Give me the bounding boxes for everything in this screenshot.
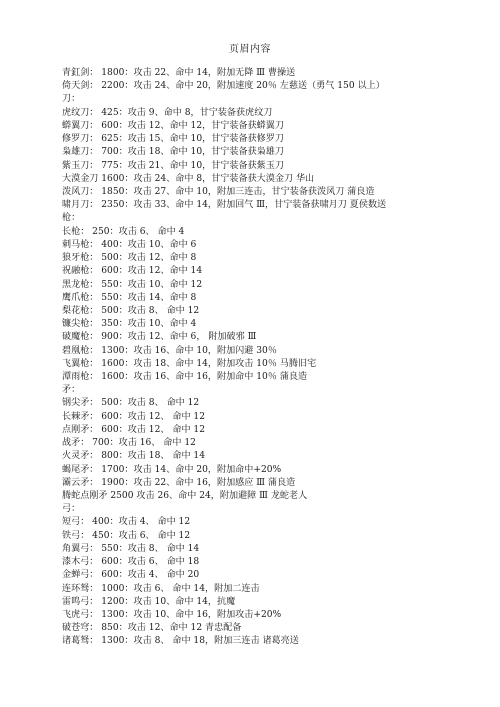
text-line: 紫玉刀： 775：攻击 21、命中 10，甘宁装备获紫玉刀 bbox=[62, 160, 284, 171]
text-line: 大漠金刀 1600：攻击 24、命中 8，甘宁装备获大漠金刀 华山 bbox=[62, 173, 315, 184]
text-line: 诸葛驽： 1300：攻击 8、 命中 18，附加三连击 诸葛亮送 bbox=[62, 636, 299, 647]
text-line: 祝融枪： 600：攻击 12、命中 14 bbox=[62, 266, 203, 277]
text-line: 碧凰枪： 1300：攻击 16、命中 10，附加闪避 30％ bbox=[62, 345, 277, 356]
text-line: 狼牙枪： 500：攻击 12、命中 8 bbox=[62, 253, 197, 264]
text-line: 镰尖枪： 350：攻击 10、命中 4 bbox=[62, 319, 197, 330]
text-line: 灞云矛： 1900：攻击 22、命中 16，附加感应 Ⅲ 蒲良造 bbox=[62, 477, 296, 488]
text-line: 火灵矛： 800：攻击 18、 命中 14 bbox=[62, 451, 206, 462]
text-line: 矛： bbox=[62, 385, 81, 396]
text-line: 梨花枪： 500：攻击 8、 命中 12 bbox=[62, 305, 200, 316]
text-line: 修罗刀： 625：攻击 15、命中 10，甘宁装备获修罗刀 bbox=[62, 134, 284, 145]
text-line: 倚天剑： 2200：攻击 24、命中 20，附加速度 20％ 左慈送（勇气 150 以上） bbox=[62, 81, 385, 92]
text-line: 青釭剑： 1800：攻击 22、命中 14，附加无降 Ⅲ 曹操送 bbox=[62, 68, 296, 78]
text-line: 泼风刀： 1850：攻击 27、命中 10，附加三连击，甘宁装备获泼风刀 蒲良造 bbox=[62, 186, 375, 197]
text-line: 点刚矛： 600：攻击 12、 命中 12 bbox=[62, 424, 206, 435]
text-line: 黑龙枪： 550：攻击 10、命中 12 bbox=[62, 279, 203, 290]
text-line: 刺马枪： 400：攻击 10、命中 6 bbox=[62, 239, 197, 250]
text-line: 腾蛇点刚矛 2500 攻击 26、命中 24，附加避障 Ⅲ 龙蛇老人 bbox=[62, 491, 308, 501]
text-line: 潭雨枪： 1600：攻击 16、命中 16，附加命中 10％ 蒲良造 bbox=[62, 372, 308, 383]
text-line: 漆木弓： 600：攻击 6、 命中 18 bbox=[62, 557, 200, 568]
text-line: 铁弓： 450：攻击 6、 命中 12 bbox=[62, 530, 191, 541]
text-line: 金蝉弓： 600：攻击 4、 命中 20 bbox=[62, 570, 200, 581]
text-line: 钢尖矛： 500：攻击 8、 命中 12 bbox=[62, 398, 200, 409]
text-line: 刀： bbox=[62, 94, 81, 105]
text-line: 蟒翼刀： 600：攻击 12、命中 12，甘宁装备获蟒翼刀 bbox=[62, 120, 284, 131]
page-header: 页眉内容 bbox=[229, 44, 271, 55]
document-body bbox=[62, 67, 492, 649]
text-line: 枪： bbox=[62, 213, 81, 224]
text-line: 雷鸣弓： 1200：攻击 10、命中 14，抗魔 bbox=[62, 596, 236, 607]
text-line: 短弓： 400：攻击 4、 命中 12 bbox=[62, 517, 191, 528]
text-line: 长枪： 250：攻击 6、 命中 4 bbox=[62, 226, 185, 237]
text-line: 鹰爪枪： 550：攻击 14、命中 8 bbox=[62, 292, 197, 303]
text-line: 弓： bbox=[62, 504, 81, 515]
text-line: 破魔枪： 900：攻击 12、命中 6， 附加破邪 Ⅲ bbox=[62, 332, 257, 343]
text-line: 啸月刀： 2350：攻击 33、命中 14，附加回气 Ⅲ，甘宁装备获啸月刀 夏侯数送 bbox=[62, 200, 387, 211]
text-line: 战矛： 700：攻击 16、 命中 12 bbox=[62, 438, 196, 449]
text-line: 连环驽： 1000：攻击 6、 命中 14，附加二连击 bbox=[62, 583, 260, 594]
text-line: 枭雄刀： 700：攻击 18、命中 10，甘宁装备获枭雄刀 bbox=[62, 147, 284, 158]
text-line: 飞翼枪： 1600：攻击 18、命中 14，附加攻击 10％ 马腾旧宅 bbox=[62, 358, 317, 369]
text-line: 蝎尾矛： 1700：攻击 14、命中 20，附加命中+20% bbox=[62, 464, 282, 475]
text-line: 长棘矛： 600：攻击 12、 命中 12 bbox=[62, 411, 206, 422]
text-line: 破苍穹： 850：攻击 12、命中 12 青忠配备 bbox=[62, 623, 242, 634]
text-line: 角翼弓： 550：攻击 8、 命中 14 bbox=[62, 543, 200, 554]
text-line: 虎纹刀： 425：攻击 9、命中 8，甘宁装备获虎纹刀 bbox=[62, 107, 273, 118]
text-line: 飞虎弓： 1300：攻击 10、命中 16，附加攻击+20% bbox=[62, 609, 282, 620]
